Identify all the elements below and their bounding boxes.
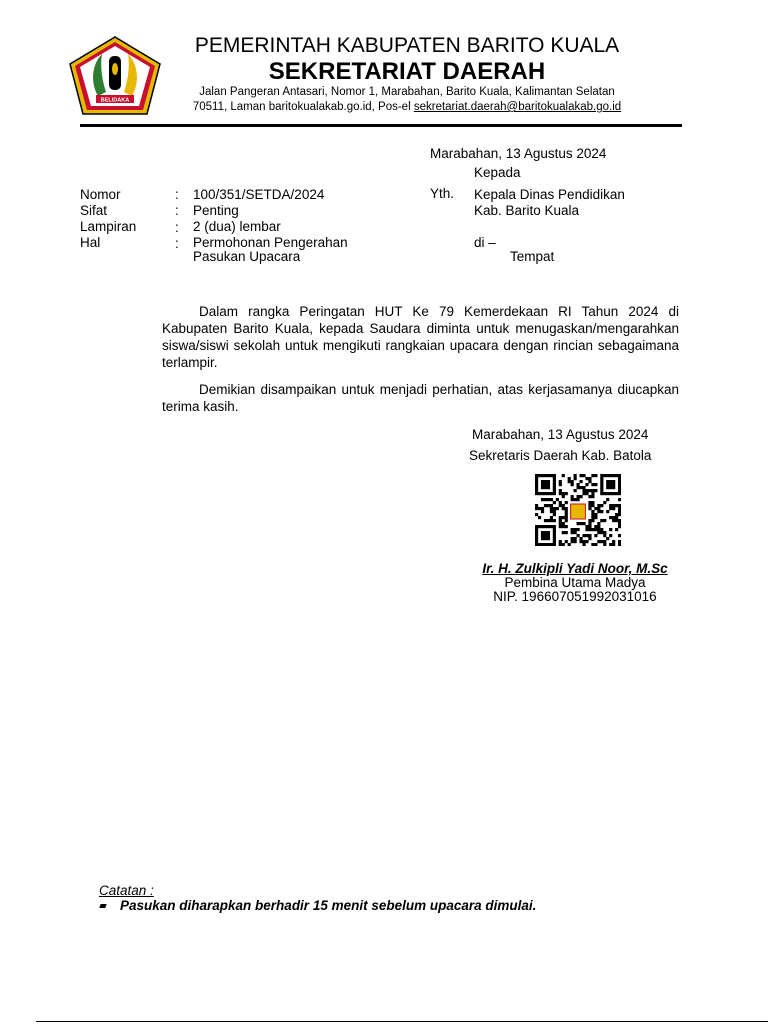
letter-date: Marabahan, 13 Agustus 2024 [430, 146, 607, 161]
meta-sep-nomor: : [175, 187, 179, 202]
meta-sep-hal: : [175, 236, 179, 251]
meta-value-hal: Permohonan Pengerahan [193, 235, 348, 250]
recipient-line-2: Kab. Barito Kuala [474, 203, 580, 218]
note-title: Catatan : [99, 883, 154, 898]
meta-sep-sifat: : [175, 203, 179, 218]
meta-value-lampiran: 2 (dua) lembar [193, 219, 281, 234]
kepada-label: Kepada [474, 165, 521, 180]
signatory-nip: NIP. 196607051992031016 [493, 589, 657, 604]
yth-label: Yth. [430, 186, 455, 201]
recipient-line-1: Kepala Dinas Pendidikan [474, 187, 625, 202]
body-paragraph-2-text: Demikian disampaikan untuk menjadi perhatian, atas kerjasamanya diucapkan terima kasih. [162, 382, 679, 414]
meta-label-hal: Hal [80, 235, 101, 250]
meta-label-lampiran: Lampiran [80, 219, 137, 234]
address-line-1: Jalan Pangeran Antasari, Nomor 1, Marabahan, Barito Kuala, Kalimantan Selatan [199, 86, 615, 98]
body-paragraph-1-text: Dalam rangka Peringatan HUT Ke 79 Kemerdekaan RI Tahun 2024 di Kabupaten Barito Kuala, kepada Saudara diminta untuk menugaskan/mengarahkan siswa/siswi sekolah untuk mengikuti rangkaian upacara dengan rincian sebagaimana terlampir. [162, 304, 679, 370]
di-label: di – [474, 235, 496, 250]
email-link[interactable]: sekretariat.daerah@baritokualakab.go.id [413, 101, 622, 113]
office-name: SEKRETARIAT DAERAH [268, 58, 546, 85]
meta-label-nomor: Nomor [80, 187, 121, 202]
signature-qr-code [535, 474, 621, 546]
regency-logo [68, 36, 162, 116]
signatory-name: Ir. H. Zulkipli Yadi Noor, M.Sc [482, 561, 668, 576]
body-paragraph-1 [162, 303, 679, 371]
meta-value-sifat: Penting [193, 203, 239, 218]
address-line-2-text: 70511, Laman baritokualakab.go.id, Pos-el [192, 101, 414, 113]
tempat-label: Tempat [510, 249, 555, 264]
logo-motto: BELIDAKA [100, 97, 130, 104]
signature-position: Sekretaris Daerah Kab. Batola [469, 448, 652, 463]
note-item: Pasukan diharapkan berhadir 15 menit sebelum upacara dimulai. [120, 898, 537, 913]
bullet-icon [99, 904, 106, 908]
meta-value-nomor: 100/351/SETDA/2024 [193, 187, 325, 202]
body-paragraph-2 [162, 381, 679, 415]
meta-sep-lampiran: : [175, 220, 179, 235]
signatory-rank: Pembina Utama Madya [504, 575, 646, 590]
meta-value-hal-line2: Pasukan Upacara [193, 249, 301, 264]
meta-label-sifat: Sifat [80, 203, 108, 218]
footer-rule [36, 1021, 768, 1022]
office-address [160, 85, 654, 115]
address-line-2 [160, 100, 654, 115]
government-name: PEMERINTAH KABUPATEN BARITO KUALA [194, 34, 620, 57]
signature-date: Marabahan, 13 Agustus 2024 [472, 427, 649, 442]
header-divider [80, 124, 682, 127]
